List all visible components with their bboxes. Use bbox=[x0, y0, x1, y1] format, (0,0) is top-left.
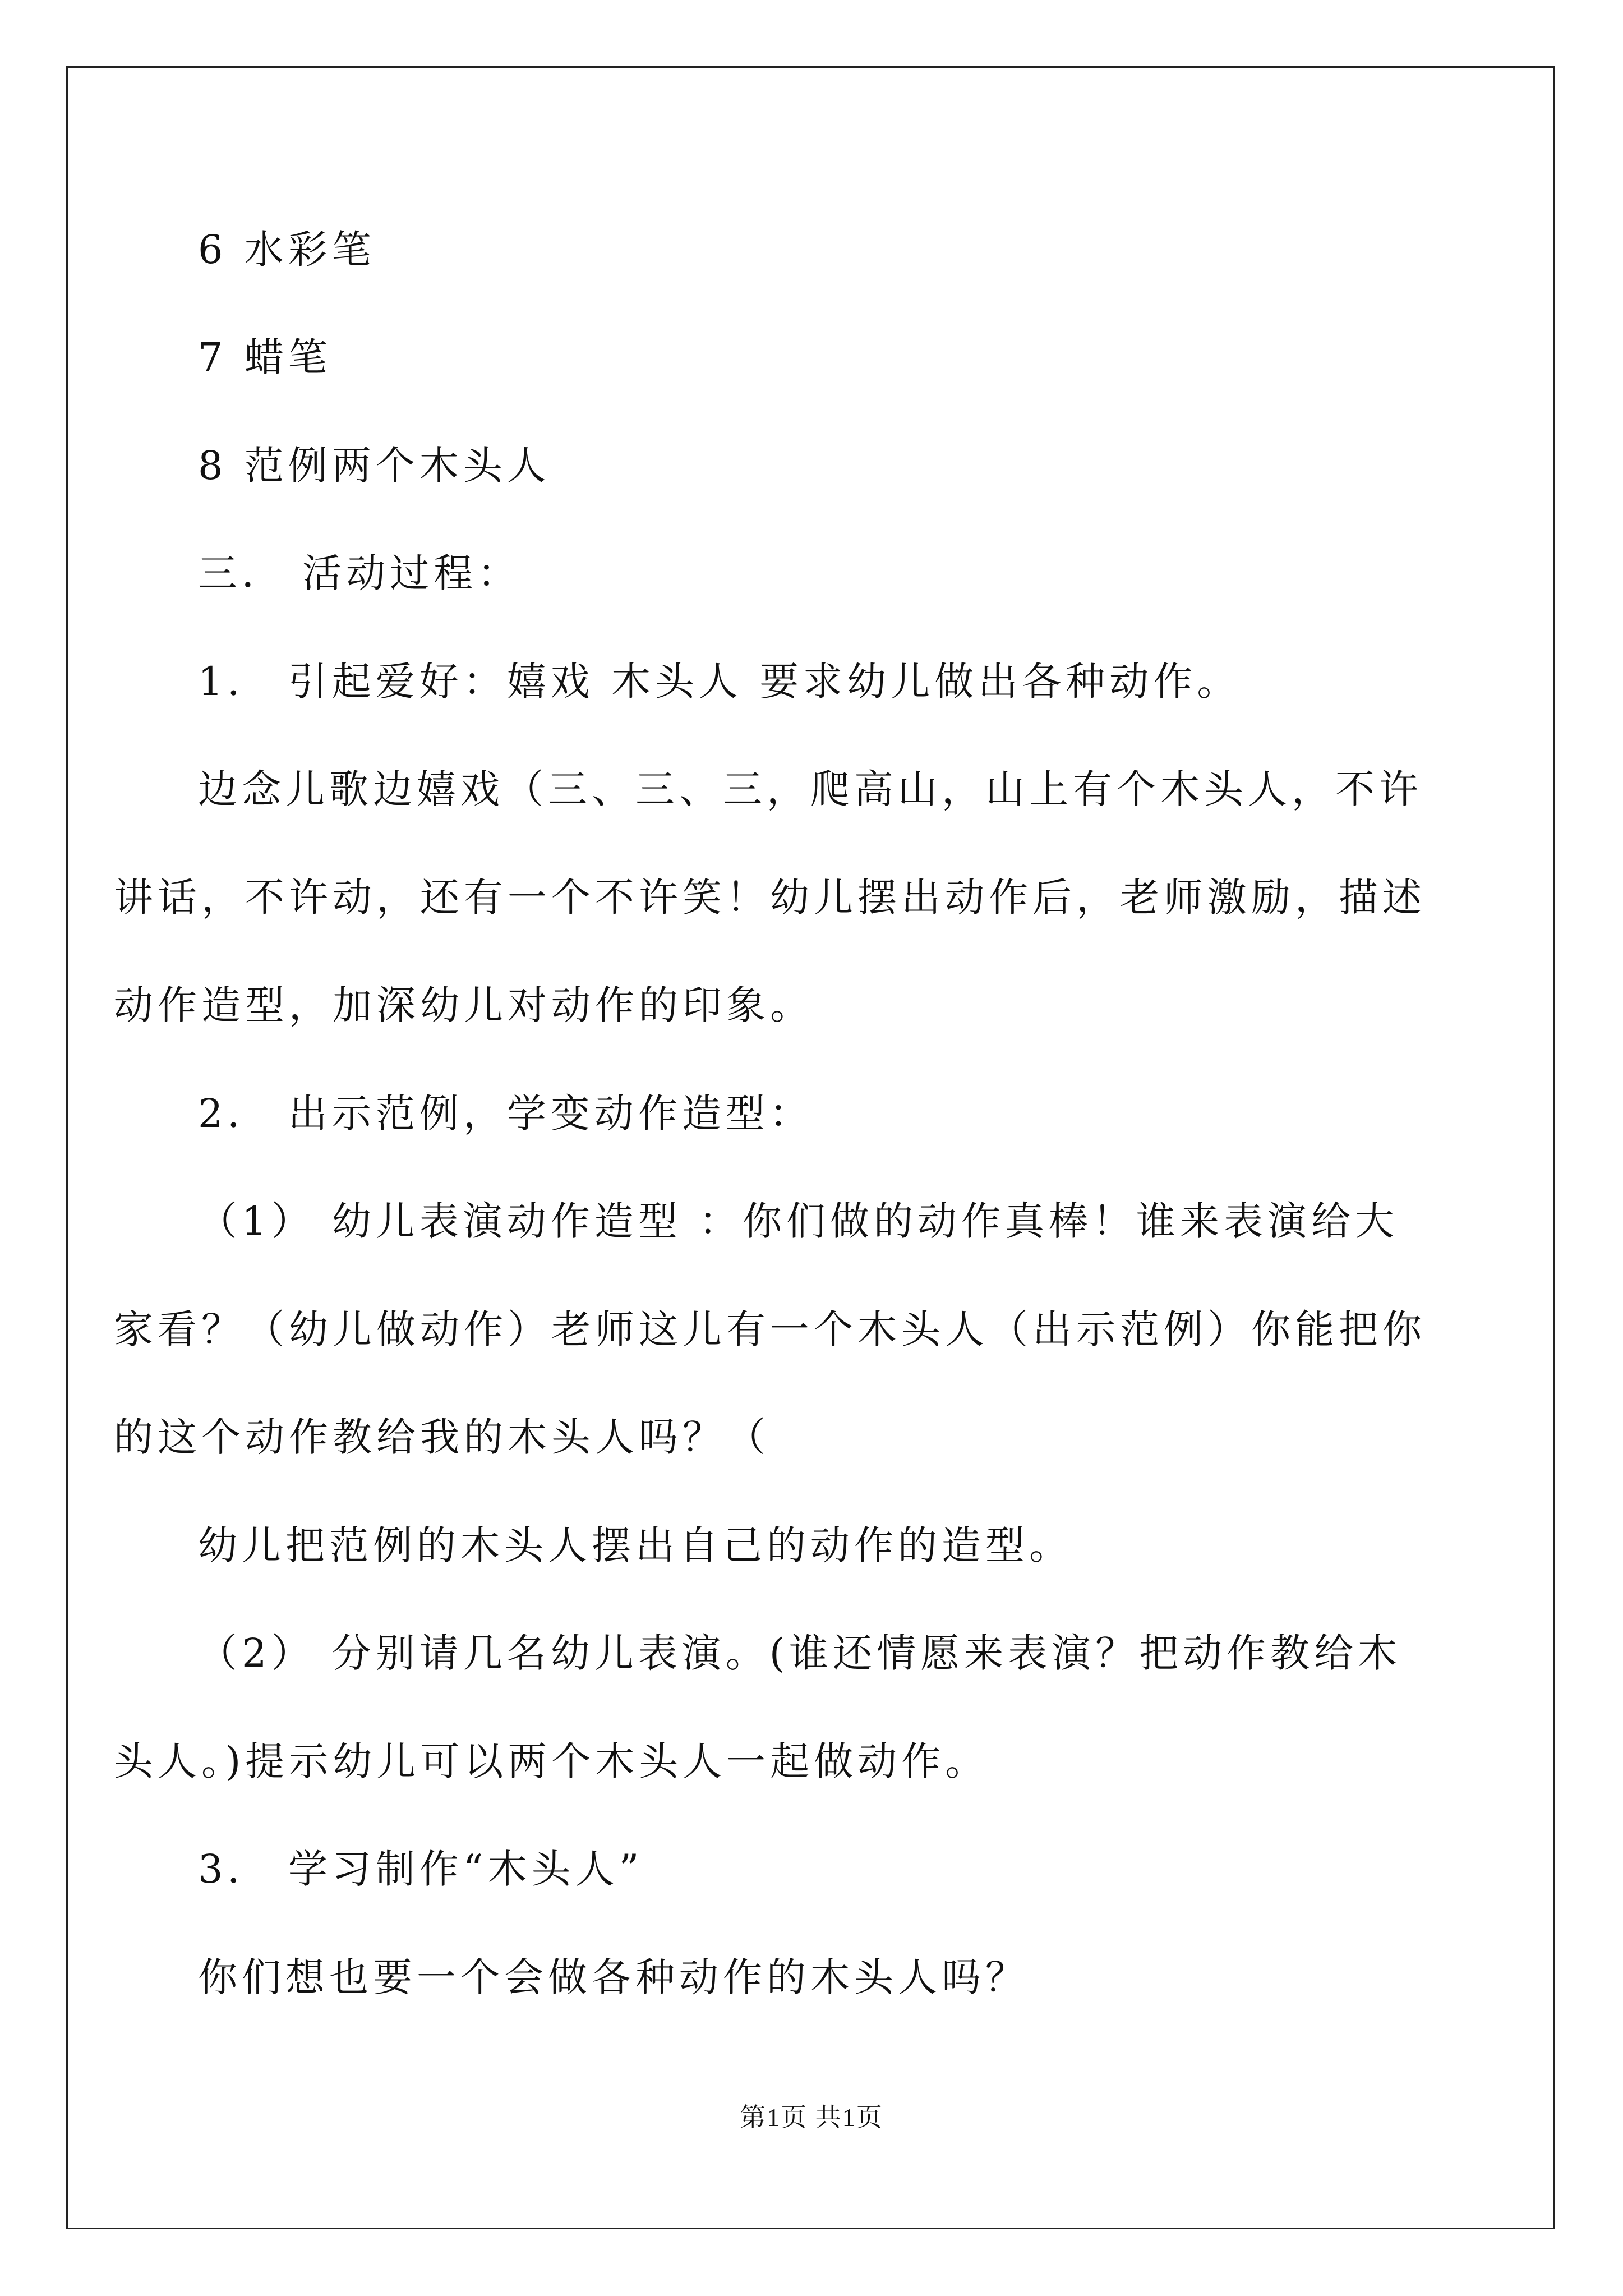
section-heading-activity-process: 三． 活动过程： bbox=[198, 550, 522, 596]
material-item-7: 7 蜡笔 bbox=[198, 334, 332, 380]
paragraph-line: 幼儿把范例的木头人摆出自己的动作的造型。 bbox=[198, 1522, 1073, 1568]
paragraph-line: 的这个动作教给我的木头人吗？（ bbox=[114, 1414, 770, 1460]
paragraph-line: 动作造型，加深幼儿对动作的印象。 bbox=[114, 982, 814, 1028]
paragraph-line: 头人。)提示幼儿可以两个木头人一起做动作。 bbox=[114, 1738, 989, 1784]
paragraph-line: （2） 分别请几名幼儿表演。(谁还情愿来表演？把动作教给木 bbox=[198, 1630, 1402, 1676]
paragraph-line: 边念儿歌边嬉戏（三、三、三，爬高山，山上有个木头人，不许 bbox=[198, 766, 1423, 812]
page-footer: 第1页 共1页 bbox=[740, 2103, 883, 2132]
step-2-heading: 2． 出示范例，学变动作造型： bbox=[198, 1091, 813, 1137]
step-3-heading: 3． 学习制作“木头人” bbox=[198, 1846, 644, 1892]
paragraph-line: 家看？（幼儿做动作）老师这儿有一个木头人（出示范例）你能把你 bbox=[114, 1306, 1426, 1352]
paragraph-line: 讲话，不许动，还有一个不许笑！幼儿摆出动作后，老师激励，描述 bbox=[114, 875, 1426, 921]
paragraph-line: 你们想也要一个会做各种动作的木头人吗？ bbox=[198, 1954, 1029, 2000]
material-item-6: 6 水彩笔 bbox=[198, 227, 376, 273]
paragraph-line: （1） 幼儿表演动作造型 ：你们做的动作真棒！谁来表演给大 bbox=[198, 1198, 1399, 1244]
step-1-heading: 1． 引起爱好：嬉戏 木头人 要求幼儿做出各种动作。 bbox=[198, 659, 1241, 705]
page-border bbox=[66, 66, 1555, 2229]
material-item-8: 8 范例两个木头人 bbox=[198, 443, 551, 489]
